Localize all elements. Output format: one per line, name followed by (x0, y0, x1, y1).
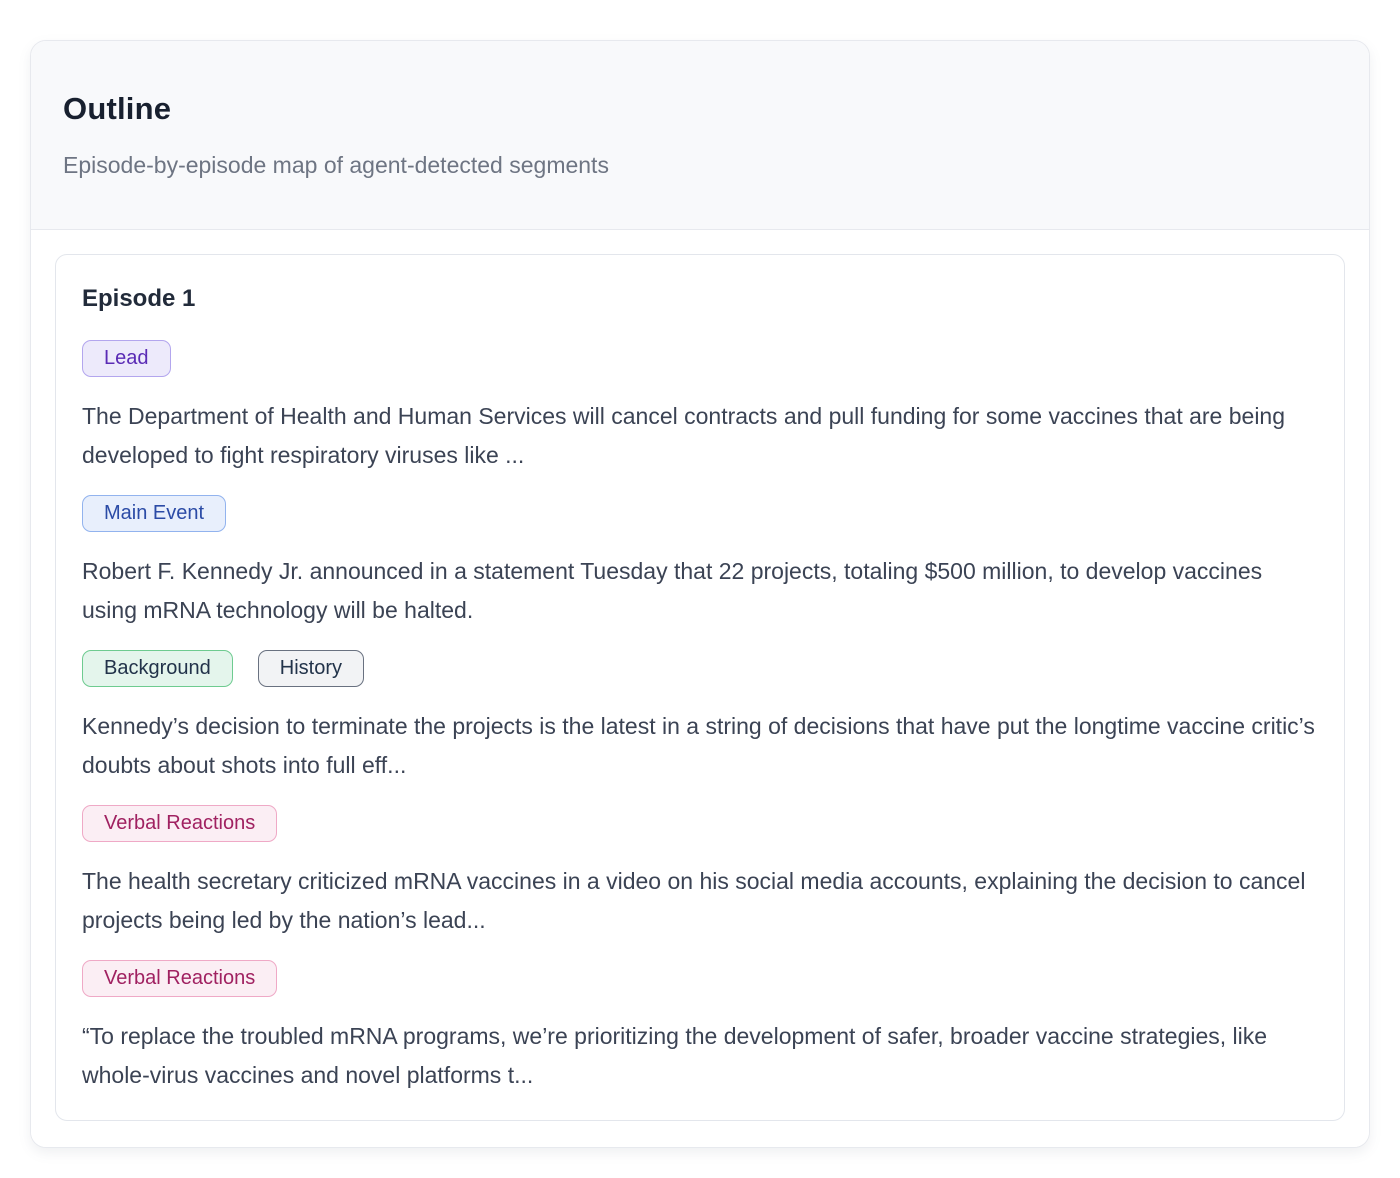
badge-verbal-reactions: Verbal Reactions (82, 805, 277, 842)
badge-verbal-reactions: Verbal Reactions (82, 960, 277, 997)
segment-excerpt: Robert F. Kennedy Jr. announced in a statement Tuesday that 22 projects, totaling $500 million, to develop vaccines using mRNA technology will be halted. (82, 558, 1263, 623)
segment-excerpt: The Department of Health and Human Services will cancel contracts and pull funding for some vaccines that are being developed to fight respiratory viruses like ... (82, 403, 1286, 468)
segment-label-row (82, 495, 1316, 532)
segment (82, 495, 1316, 630)
segment-label-row (82, 805, 1316, 842)
segment-list (82, 340, 1316, 1095)
segment-label-row (82, 960, 1316, 997)
badge-main-event: Main Event (82, 495, 226, 532)
segment-excerpt: Kennedy’s decision to terminate the projects is the latest in a string of decisions that have put the longtime vaccine critic’s doubts about shots into full eff... (82, 713, 1315, 778)
segment-label-row (82, 650, 1316, 687)
panel-body (31, 230, 1369, 1147)
segment (82, 960, 1316, 1095)
segment (82, 805, 1316, 940)
segment-label-row (82, 340, 1316, 377)
episode-title: Episode 1 (82, 285, 196, 312)
page-title: Outline (63, 91, 172, 126)
badge-history: History (258, 650, 364, 687)
panel-header (31, 41, 1369, 230)
outline-panel (30, 40, 1370, 1148)
segment-excerpt: The health secretary criticized mRNA vaccines in a video on his social media accounts, explaining the decision to cancel projects being led by the nation’s lead... (82, 868, 1306, 933)
segment-excerpt: “To replace the troubled mRNA programs, we’re prioritizing the development of safer, broader vaccine strategies, like whole-virus vaccines and novel platforms t... (82, 1023, 1268, 1088)
segment (82, 340, 1316, 475)
segment (82, 650, 1316, 785)
episode-card (55, 254, 1345, 1121)
badge-lead: Lead (82, 340, 171, 377)
badge-background: Background (82, 650, 233, 687)
page-subtitle: Episode-by-episode map of agent-detected segments (63, 152, 609, 178)
